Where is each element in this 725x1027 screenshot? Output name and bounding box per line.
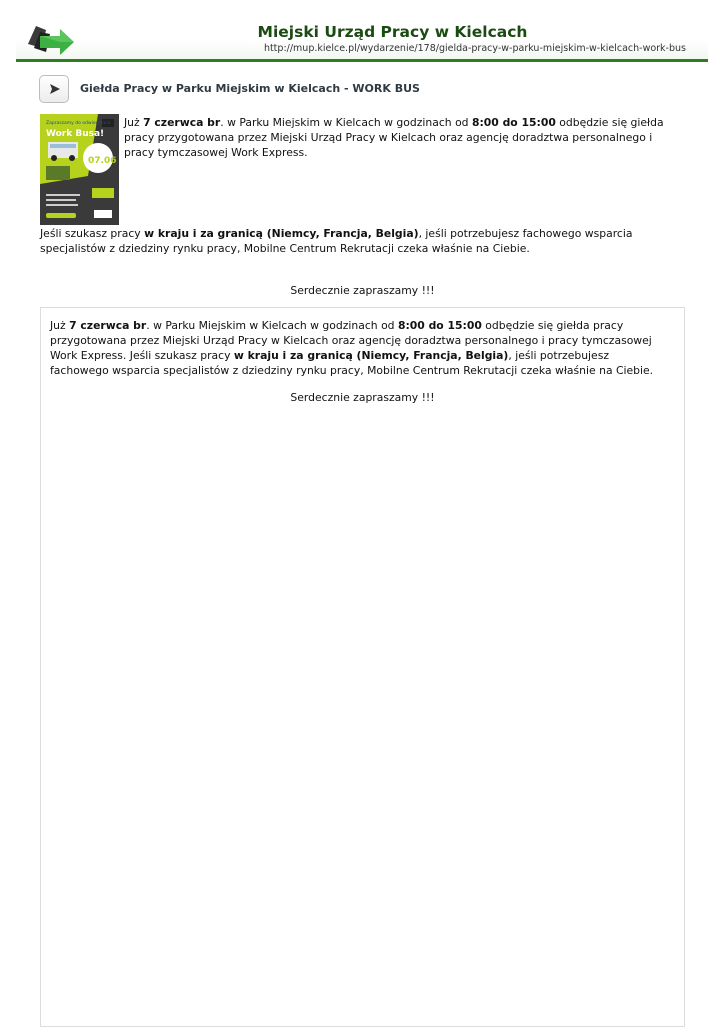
mup-logo-arrow [26,22,76,56]
poster-name: Work Busa! [46,129,105,139]
work-bus-poster [40,114,119,225]
article-paragraph-1: Już 7 czerwca br. w Parku Miejskim w Kielcach w godzinach od 8:00 do 15:00 odbędzie się giełda pracy przygotowana przez Miejski Urząd Pracy w Kielcach oraz agencję doradztwa personalnego i pracy tymczasowej Work Express. [124,116,664,159]
site-url[interactable]: http://mup.kielce.pl/wydarzenie/178/gielda-pracy-w-parku-miejskim-w-kielcach-work-bus [263,43,686,54]
content-box [40,307,685,1027]
article-nav-button[interactable] [39,75,69,103]
poster-date: 07.06 [88,156,117,166]
box-paragraph: Już 7 czerwca br. w Parku Miejskim w Kielcach w godzinach od 8:00 do 15:00 odbędzie się giełda pracy przygotowana przez Miejski Urząd Pracy w Kielcach oraz agencję doradztwa personalnego i pracy tymczasowej Work Express. Jeśli szukasz pracy w kraju i za granicą (Niemcy, Francja, Belgia), jeśli potrzebujesz fachowego wsparcia specjalistów z dziedziny rynku pracy, Mobilne Centrum Rekrutacji czeka właśnie na Ciebie. [50,319,654,377]
poster-graphic [40,114,119,225]
site-title: Miejski Urząd Pracy w Kielcach [257,23,528,41]
article-paragraph-2: Jeśli szukasz pracy w kraju i za granicą (Niemcy, Francja, Belgia), jeśli potrzebujesz fachowego wsparcia specjalistów z dziedziny rynku pracy, Mobilne Centrum Rekrutacji czeka właśnie na Ciebie. [40,227,633,255]
header-divider [16,59,708,62]
box-closing: Serdecznie zapraszamy !!! [290,391,435,404]
article-title: Giełda Pracy w Parku Miejskim w Kielcach - WORK BUS [80,82,420,95]
article-closing: Serdecznie zapraszamy !!! [290,284,435,297]
play-arrow-icon [49,83,61,95]
poster-heading: Zapraszamy do odwiedzenia [46,121,111,126]
